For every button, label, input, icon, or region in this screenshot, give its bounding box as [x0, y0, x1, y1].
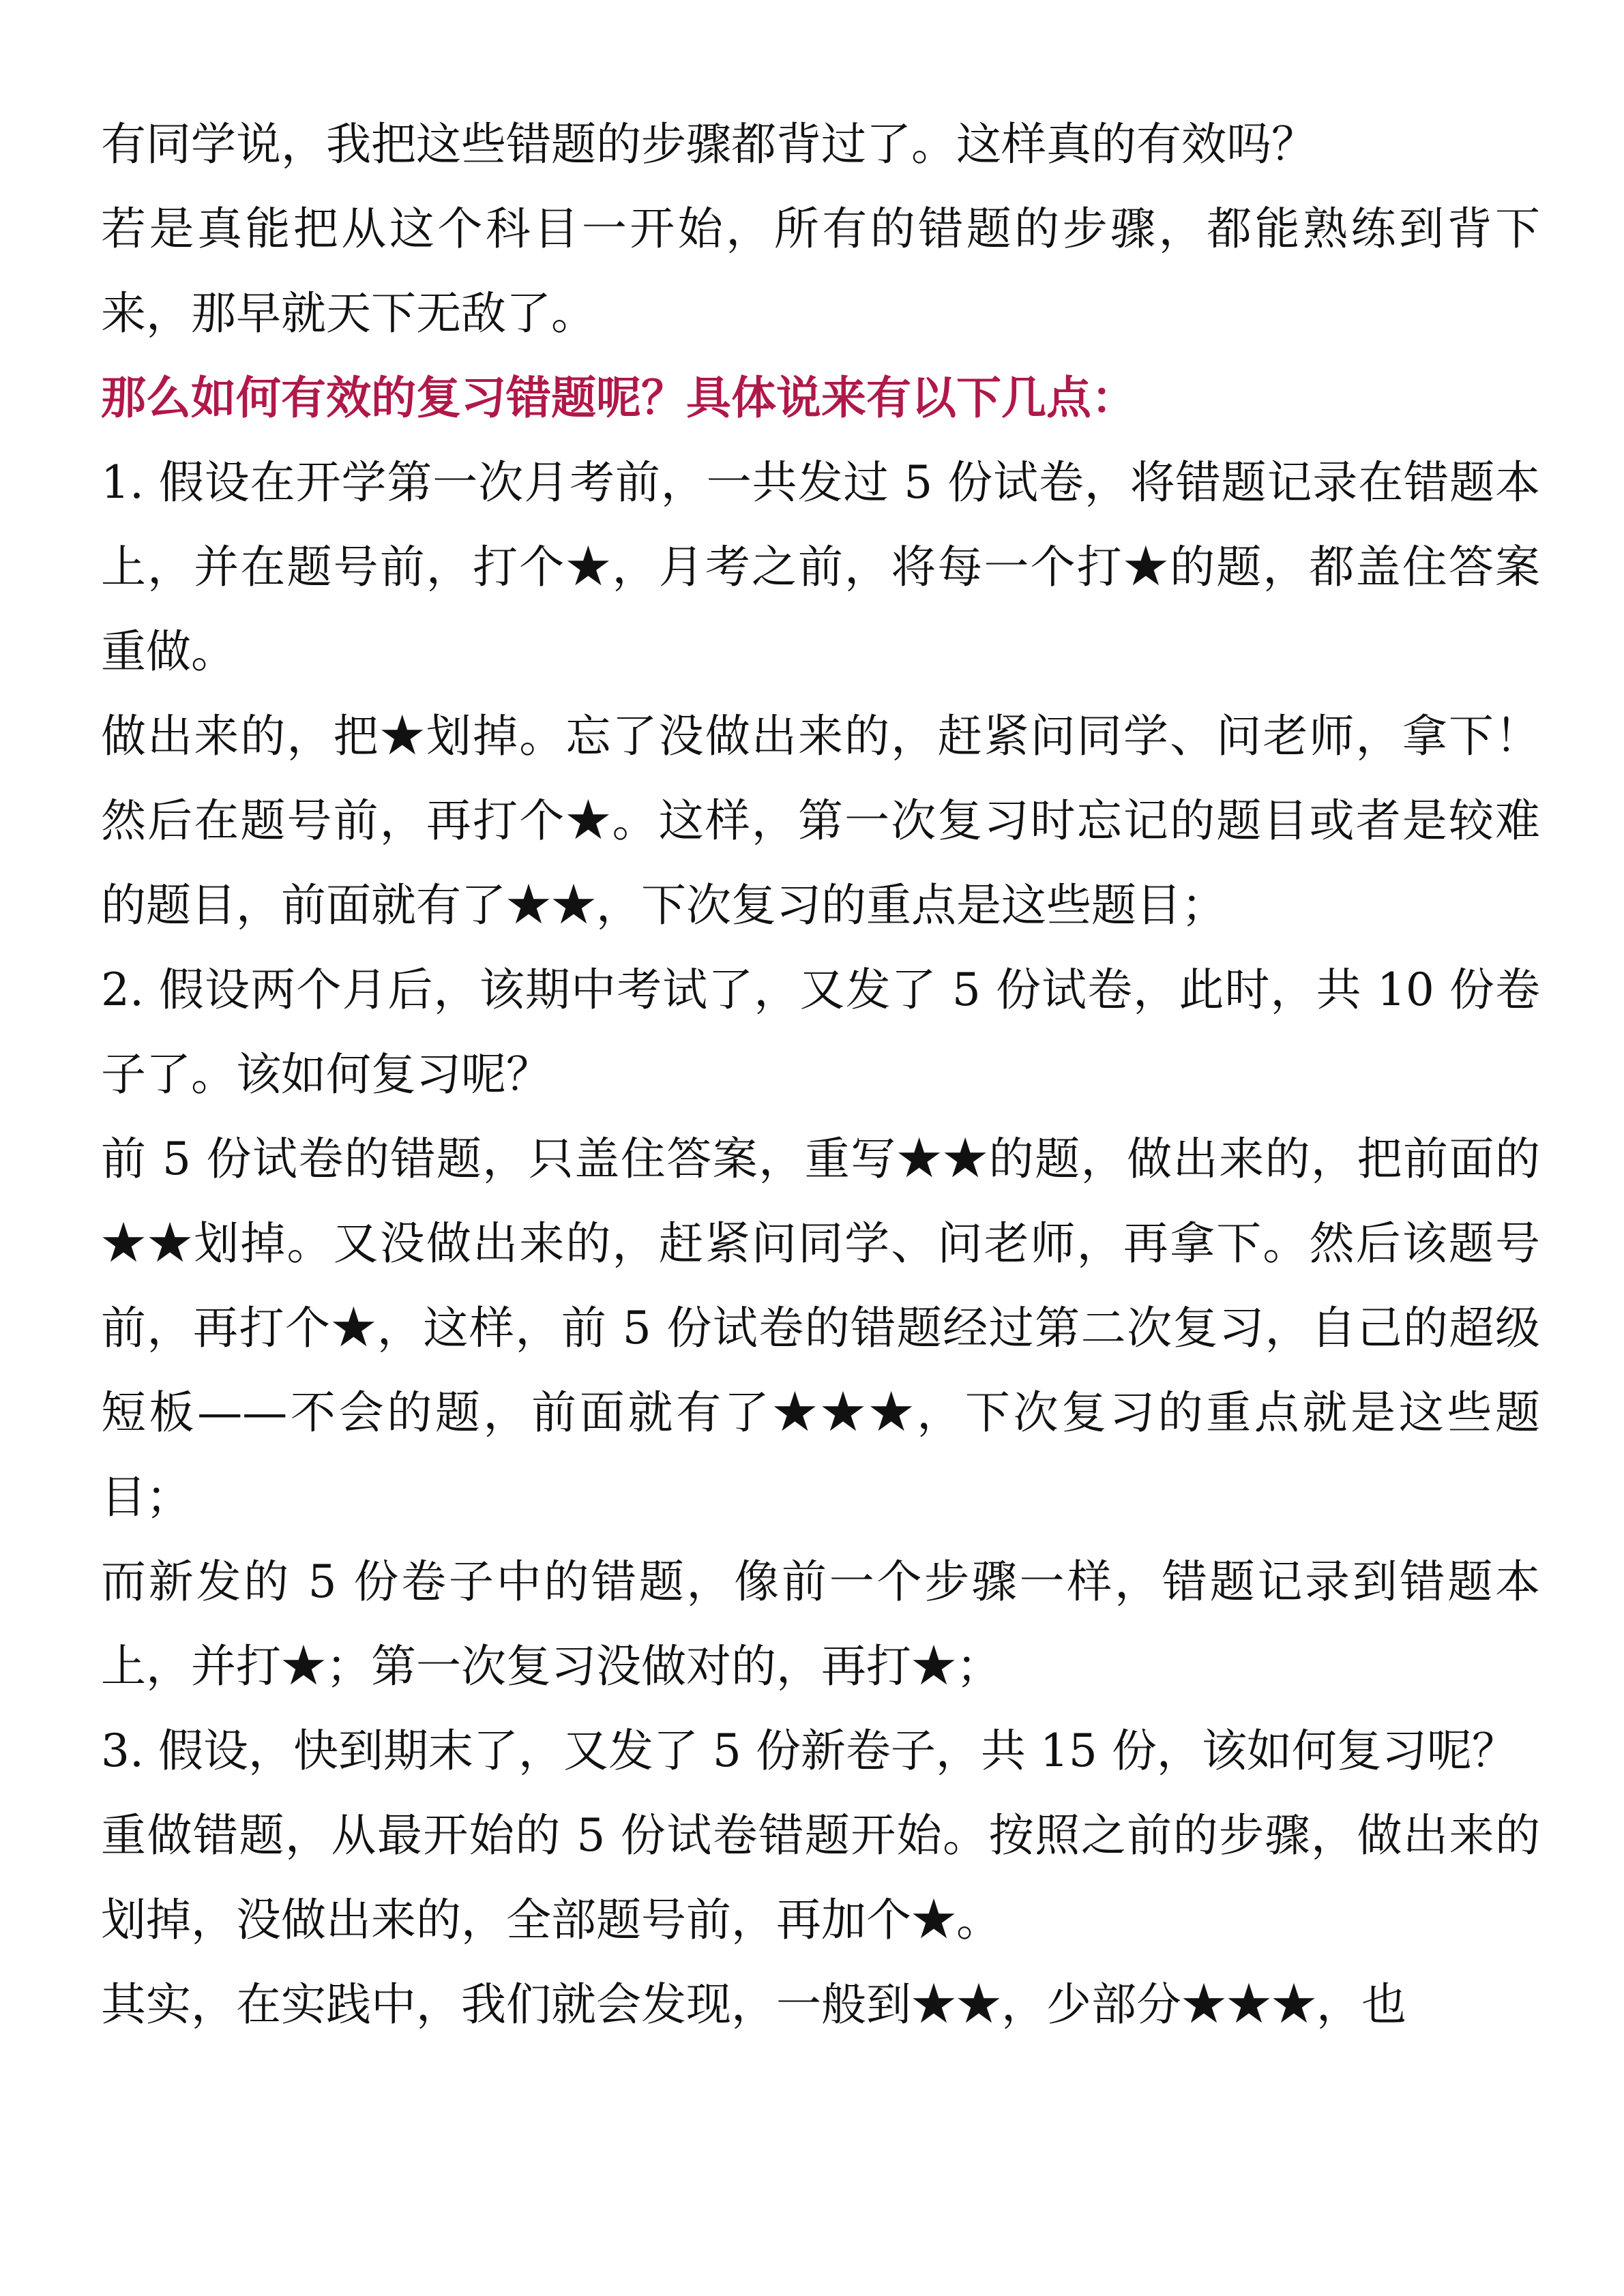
paragraph-intro-answer: 若是真能把从这个科目一开始，所有的错题的步骤，都能熟练到背下来，那早就天下无敌了。	[101, 203, 1540, 340]
paragraph-point-2-new: 而新发的 5 份卷子中的错题，像前一个步骤一样，错题记录到错题本上，并打★；第一次复习没做对的，再打★；	[101, 1555, 1540, 1693]
paragraph-point-1-detail: 做出来的，把★划掉。忘了没做出来的，赶紧问同学、问老师，拿下！然后在题号前，再打个★。这样，第一次复习时忘记的题目或者是较难的题目，前面就有了★★，下次复习的重点是这些题目；	[101, 710, 1540, 931]
paragraph-point-3-detail: 重做错题，从最开始的 5 份试卷错题开始。按照之前的步骤，做出来的划掉，没做出来的，全部题号前，再加个★。	[101, 1809, 1540, 1946]
paragraph-point-1: 1. 假设在开学第一次月考前，一共发过 5 份试卷，将错题记录在错题本上，并在题号前，打个★，月考之前，将每一个打★的题，都盖住答案重做。	[101, 456, 1540, 678]
paragraph-point-3: 3. 假设，快到期末了，又发了 5 份新卷子，共 15 份，该如何复习呢？	[101, 1725, 1517, 1777]
paragraph-intro-question: 有同学说，我把这些错题的步骤都背过了。这样真的有效吗？	[101, 118, 1316, 170]
document-page	[101, 102, 1540, 2047]
paragraph-conclusion: 其实，在实践中，我们就会发现，一般到★★，少部分★★★，也	[101, 1978, 1406, 2031]
section-heading: 那么如何有效的复习错题呢？具体说来有以下几点：	[101, 372, 1136, 424]
paragraph-point-2: 2. 假设两个月后，该期中考试了，又发了 5 份试卷，此时，共 10 份卷子了。该如何复习呢？	[101, 964, 1540, 1101]
paragraph-point-2-detail: 前 5 份试卷的错题，只盖住答案，重写★★的题，做出来的，把前面的★★划掉。又没做出来的，赶紧问同学、问老师，再拿下。然后该题号前，再打个★，这样，前 5 份试卷的错题经过第二次复习，自己的超级短板——不会的题，前面就有了★★★，下次复习的重点就是这些题目；	[101, 1133, 1540, 1523]
